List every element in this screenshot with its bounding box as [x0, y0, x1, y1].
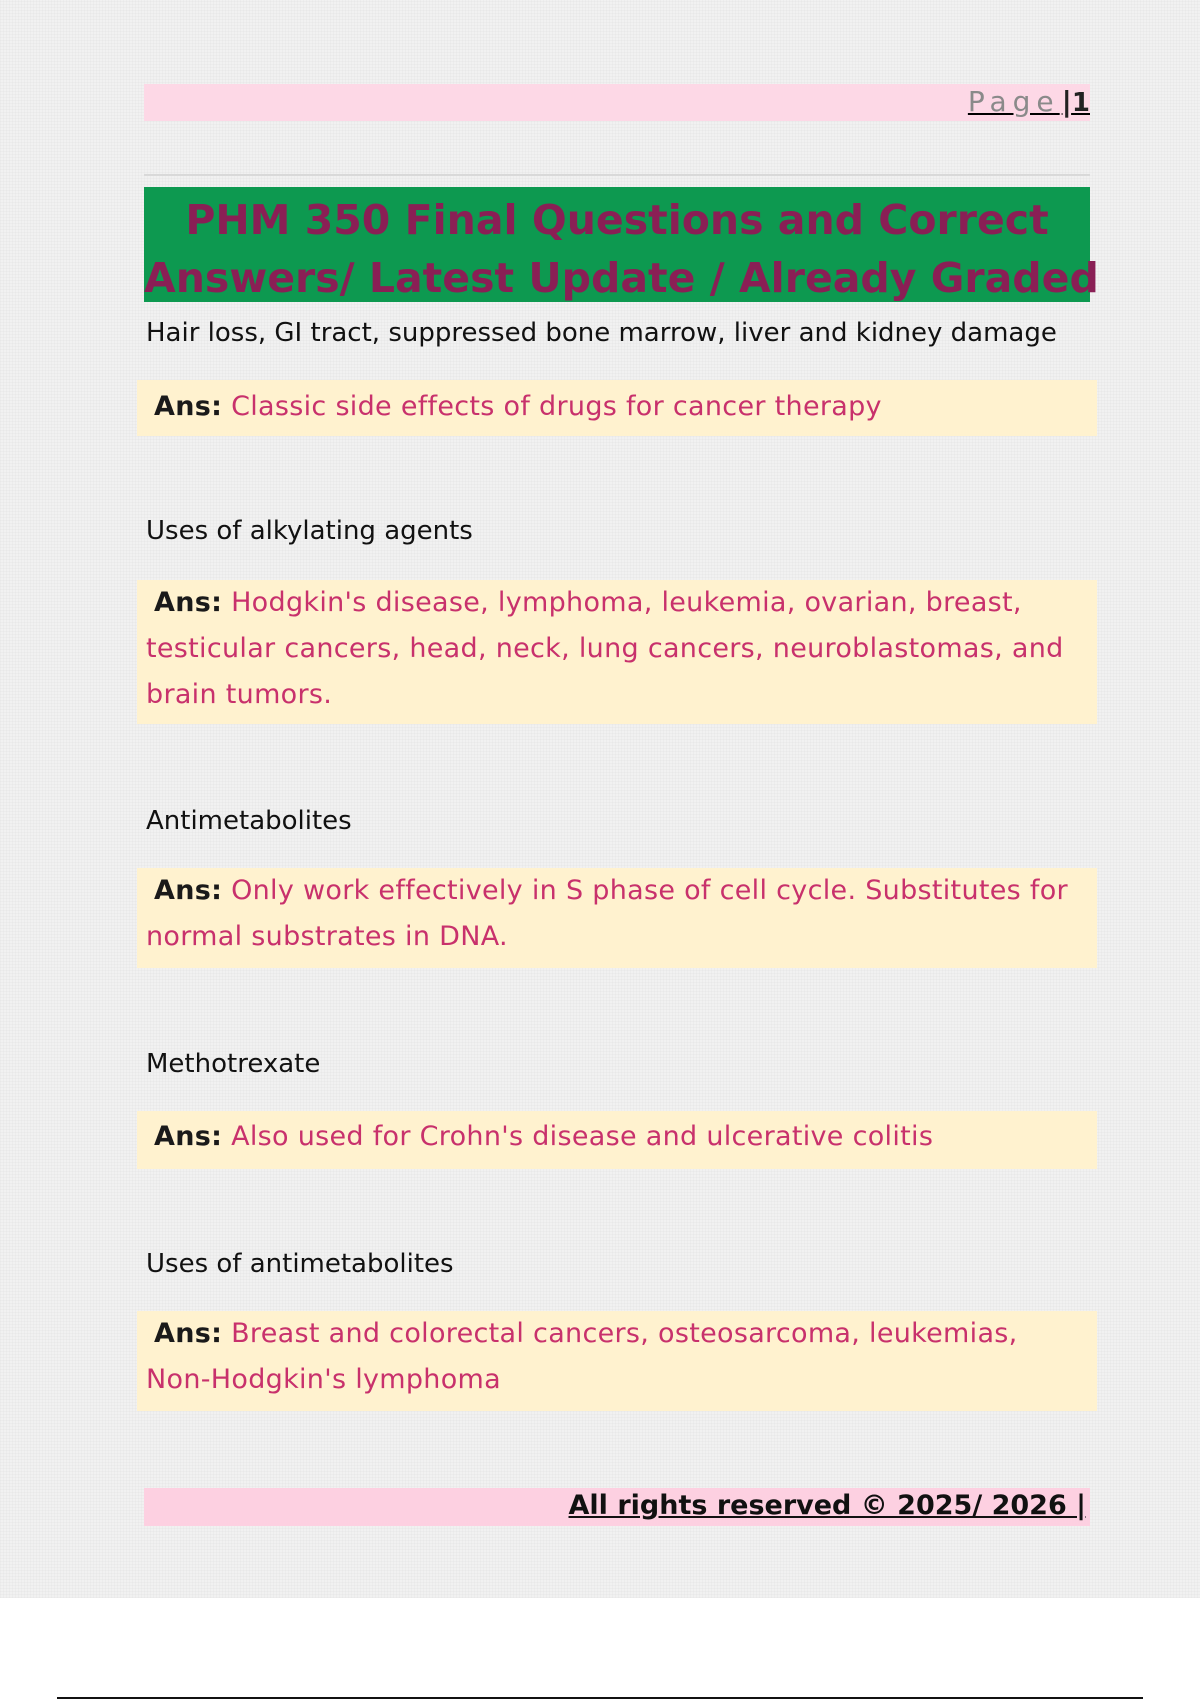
answer-text: Classic side effects of drugs for cancer therapy [231, 391, 882, 422]
question-text: Antimetabolites [146, 806, 352, 836]
header-divider [144, 174, 1090, 176]
answer-text: Hodgkin's disease, lymphoma, leukemia, ovarian, breast, testicular cancers, head, neck, lung cancers, neuroblastomas, and brain tumors. [146, 587, 1064, 710]
page-number-separator: | [1061, 85, 1072, 118]
answer-block [137, 380, 1097, 436]
answer-block [137, 1111, 1097, 1169]
answer-block [137, 868, 1097, 968]
answer-label: Ans: [154, 875, 223, 906]
copyright-notice: All rights reserved © 2025/ 2026 | [568, 1490, 1086, 1521]
document-title-line-1: PHM 350 Final Questions and Correct [185, 196, 1049, 244]
document-title-banner [144, 187, 1099, 302]
question-text: Uses of alkylating agents [146, 516, 473, 546]
answer-block [137, 1311, 1097, 1411]
answer-text: Also used for Crohn's disease and ulcerative colitis [231, 1121, 934, 1152]
answer-block [137, 580, 1097, 724]
document-title-line-2: Answers/ Latest Update / Already Graded [144, 254, 1099, 302]
page-number [968, 87, 1090, 118]
answer-text: Breast and colorectal cancers, osteosarcoma, leukemias, Non-Hodgkin's lymphoma [146, 1318, 1018, 1395]
question-text: Methotrexate [146, 1049, 321, 1079]
answer-label: Ans: [154, 391, 223, 422]
question-text: Hair loss, GI tract, suppressed bone marrow, liver and kidney damage [146, 318, 1057, 348]
page-header-bar [144, 84, 1090, 121]
bottom-divider [57, 1697, 1143, 1699]
page-number-value: 1 [1071, 88, 1090, 118]
answer-label: Ans: [154, 1318, 223, 1349]
question-text: Uses of antimetabolites [146, 1249, 454, 1279]
answer-label: Ans: [154, 587, 223, 618]
answer-text: Only work effectively in S phase of cell cycle. Substitutes for normal substrates in DNA. [146, 875, 1068, 952]
page-number-label: Page [967, 85, 1060, 118]
answer-label: Ans: [154, 1121, 223, 1152]
page-footer-bar [144, 1488, 1090, 1526]
